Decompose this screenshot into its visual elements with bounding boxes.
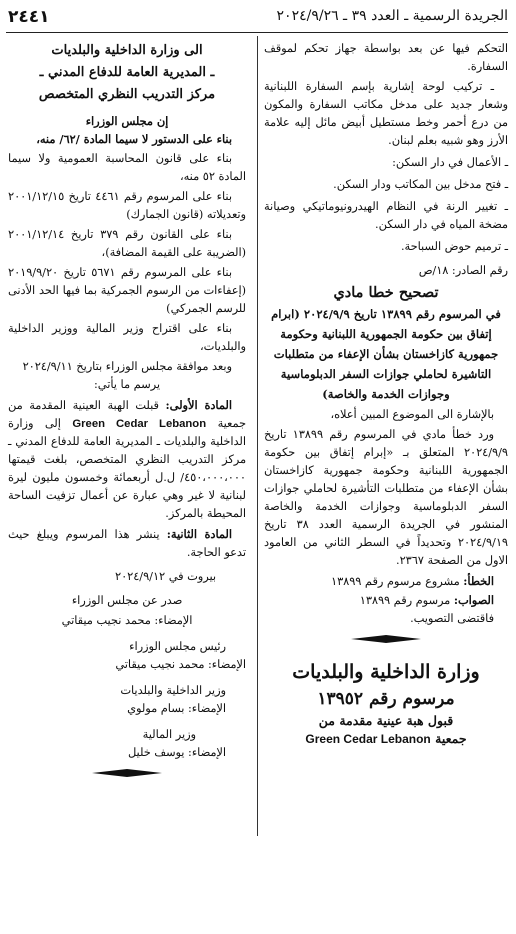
error-value: مشروع مرسوم رقم ١٣٨٩٩: [331, 575, 460, 588]
considerant: بناء على المرسوم رقم ٤٤٦١ تاريخ ٢٠٠١/١٢/١٥ وتعديلاته (قانون الجمارك): [8, 190, 246, 221]
place-date: بيروت في ٢٠٢٤/٩/١٢: [115, 570, 216, 583]
association-prefix: جمعية: [435, 731, 467, 746]
addressee-line: الى وزارة الداخلية والبلديات: [51, 43, 203, 58]
article-text: إلى وزارة الداخلية والبلديات ـ المديرية العامة للدفاع المدني ـ مركز التدريب النظري المتخصص، بلغت قيمتها ٤٥٠،٠٠٠،٠٠٠/ ل.ل أربعمائة وخمسون مليون ليرة لبنانية لا غير وهي عبارة عن أعمال تزفيت الساحة المحيطة بالمركز.: [8, 417, 246, 520]
considerant: بناء على اقتراح وزير المالية ووزير الداخلية والبلديات،: [8, 322, 246, 353]
correct-label: الصواب:: [453, 593, 494, 607]
reference-number: رقم الصادر: ١٨/ص: [418, 264, 508, 277]
left-column: [8, 40, 246, 778]
article-text: ينشر هذا المرسوم ويبلغ حيث تدعو الحاجة.: [8, 528, 246, 559]
error-label: الخطأ:: [463, 574, 494, 588]
correct-line: [264, 591, 508, 610]
decree-subject: قبول هبة عينية مقدمة من: [318, 713, 454, 728]
bullet-item: ـ ترميم حوض السباحة.: [400, 240, 508, 253]
header-title: الجريدة الرسمية ـ العدد ٣٩ ـ ٢٠٢٤/٩/٢٦: [276, 8, 508, 24]
signature: الإمضاء: بسام مولوي: [127, 702, 226, 715]
signature: الإمضاء: يوسف خليل: [128, 746, 226, 759]
divider-ornament-icon: [92, 768, 162, 778]
article-1: [8, 396, 246, 523]
bullet-item: ـ فتح مدخل بين المكاتب ودار السكن.: [333, 178, 508, 191]
page-number: ٢٤٤١: [8, 7, 50, 27]
error-line: [264, 572, 508, 591]
page-header: [6, 6, 508, 33]
article-text: قبلت الهبة العينية المقدمة من جمعية: [8, 399, 247, 430]
considerant: بناء على قانون المحاسبة العمومية ولا سيما المادة ٥٢ منه،: [8, 152, 246, 183]
ministry-heading: وزارة الداخلية والبلديات: [292, 661, 480, 683]
paragraph: ورد خطأ مادي في المرسوم رقم ١٣٨٩٩ تاريخ ٢٠٢٤/٩/٩ المتعلق بـ «إبرام إتفاق بين حكومة الجمهورية اللبنانية وحكومة جمهورية كازاخستان بشأن الإعفاء من متطلبات التأشيرة لحاملي جوازات السفر الدبلوماسية وجوازات الخدمة والخاصة المنشور في الجريدة الرسمية العدد ٣٨ تاريخ ٢٠٢٤/٩/١٩ وتحديداً في السطر الثاني من العامود الاول من الصفحة ٢٣٦٧.: [264, 428, 508, 567]
paragraph: التحكم فيها عن بعد بواسطة جهاز تحكم لموقف السفارة.: [264, 42, 508, 73]
signature: الإمضاء: محمد نجيب ميقاتي: [61, 614, 193, 627]
title-line: وزير المالية: [142, 728, 196, 741]
issued-by: صدر عن مجلس الوزراء: [71, 594, 183, 607]
addressee-line: مركز التدريب النظري المتخصص: [38, 87, 216, 102]
bullet-item: ـ تغيير الرنة في النظام الهيدرونيوماتيكي وصيانة مضخة المياه في دار السكن.: [264, 200, 508, 231]
considerant: بناء على القانون رقم ٣٧٩ تاريخ ٢٠٠١/١٢/١٤ (الضريبة على القيمة المضافة)،: [8, 228, 246, 259]
association-name: Green Cedar Lebanon: [305, 732, 431, 746]
closing: فاقتضى التصويب.: [410, 612, 494, 625]
correction-title: تصحيح خطا مادي: [333, 284, 439, 301]
signature: الإمضاء: محمد نجيب ميقاتي: [115, 658, 246, 671]
article-label: المادة الثانية:: [166, 527, 232, 541]
column-divider: [257, 36, 258, 836]
decree-number: مرسوم رقم ١٣٩٥٢: [317, 689, 455, 709]
right-column: [264, 40, 508, 748]
association-line: [264, 730, 508, 748]
paragraph: بالإشارة الى الموضوع المبين أعلاه،: [330, 408, 494, 421]
considerant: بناء على الدستور لا سيما المادة /٦٢/ منه،: [36, 132, 232, 146]
article-2: [8, 525, 246, 562]
title-line: رئيس مجلس الوزراء: [129, 640, 226, 653]
considerant: وبعد موافقة مجلس الوزراء بتاريخ ٢٠٢٤/٩/١١: [22, 360, 232, 373]
article-label: المادة الأولى:: [165, 398, 232, 412]
considerant: بناء على المرسوم رقم ٥٦٧١ تاريخ ٢٠١٩/٩/٢٠ (إعفاءات من الرسوم الجمركية بما فيها الحد الأدنى للرسم الجمركي): [8, 266, 246, 315]
association-name: Green Cedar Lebanon: [72, 418, 207, 430]
correction-subject: في المرسوم رقم ١٣٨٩٩ تاريخ ٢٠٢٤/٩/٩ (ابرام إتفاق بين حكومة الجمهورية اللبنانية وحكومة جمهورية كازاخستان بشأن الإعفاء من متطلبات التاشيرة لحاملي جوازات السفر الدبلوماسية وجوازات الخدمة والخاصة): [271, 307, 501, 401]
decrees-line: يرسم ما يأتي:: [94, 378, 160, 391]
issuer: إن مجلس الوزراء: [85, 114, 169, 128]
bullet-item: ـ الأعمال في دار السكن:: [392, 156, 508, 169]
paragraph: ـ تركيب لوحة إشارية بإسم السفارة اللبنانية وشعار جديد على مدخل مكاتب السفارة والمكون من درع أحمر وخط مستطيل أبيض مائل إليه علامة الأرز وهو شبيه بعلم لبنان.: [264, 80, 508, 147]
divider-ornament-icon: [351, 634, 421, 644]
correct-value: مرسوم رقم ١٣٨٩٩: [359, 594, 451, 607]
title-line: وزير الداخلية والبلديات: [120, 684, 226, 697]
addressee-line: ـ المديرية العامة للدفاع المدني ـ: [39, 65, 215, 80]
